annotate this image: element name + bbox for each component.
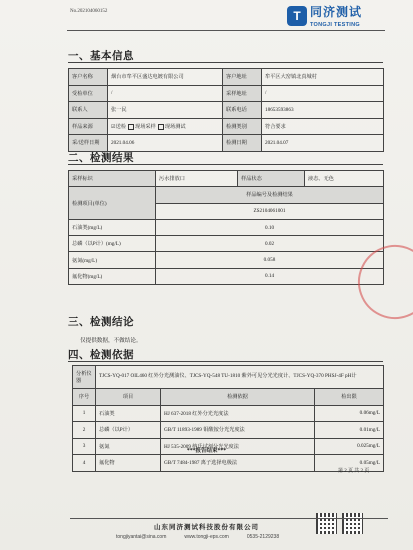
column-header: 检出限 <box>315 389 384 406</box>
result-value: 0.10 <box>156 219 384 235</box>
section-basic-info-title: 一、基本信息 <box>68 50 134 62</box>
label-test-item: 检测项目(单位) <box>69 187 156 220</box>
section-rule <box>68 361 383 362</box>
detection-limit: 0.01mg/L <box>315 422 384 439</box>
label-client: 客户名称 <box>69 69 108 86</box>
footer-contact <box>116 534 297 540</box>
result-value: 0.14 <box>156 268 384 284</box>
footer-email: tongjiyantai@sina.com <box>116 534 167 540</box>
client-address: 牟平区大窑镇北真城村 <box>262 69 384 86</box>
basic-info-table <box>68 68 384 152</box>
test-category: 符合要求 <box>262 118 384 135</box>
sample-source <box>108 118 223 135</box>
label-address: 客户地址 <box>223 69 262 86</box>
footer-phone: 0535-2129238 <box>246 534 280 540</box>
label-category: 检测类别 <box>223 118 262 135</box>
table-row <box>69 236 384 252</box>
row-index: 4 <box>73 455 96 472</box>
table-row <box>69 268 384 284</box>
label-source: 样品来源 <box>69 118 108 135</box>
table-row <box>73 455 384 472</box>
test-date: 2021.04.07 <box>262 135 384 152</box>
detection-limit: 0.025mg/L <box>315 438 384 455</box>
logo-mark-icon: T <box>287 6 307 26</box>
label-sample-date: 采/送样日期 <box>69 135 108 152</box>
checked-box-icon: ☑ <box>111 123 116 130</box>
report-end-marker: ***报告结束*** <box>186 448 227 454</box>
section-rule <box>68 164 383 165</box>
contact-phone: 18653593863 <box>262 102 384 119</box>
method-standard: HJ 637-2018 红外分光光度法 <box>161 405 315 422</box>
result-value: 0.058 <box>156 252 384 268</box>
checkbox-icon <box>158 124 164 130</box>
label-contact: 联系人 <box>69 102 108 119</box>
section-basis-title: 四、检测依据 <box>68 349 134 361</box>
section-results-title: 二、检测结果 <box>68 152 134 164</box>
instrument-list: TJCS-YQ-017 OIL460 红外分光测油仪、TJCS-YQ-548 TU-1810 紫外可见分光光度计、TJCS-YQ-370 PHSJ-4F pH计 <box>96 366 384 389</box>
item-name: 氨氮 <box>96 438 161 455</box>
contact-person: 张一民 <box>108 102 223 119</box>
footer-website: www.tongji-eps.com <box>184 534 229 540</box>
result-item: 氨氮(mg/L) <box>69 252 156 268</box>
method-standard: GB/T 11893-1989 钼酸铵分光光度法 <box>161 422 315 439</box>
checkbox-icon <box>128 124 134 130</box>
result-value: 0.02 <box>156 236 384 252</box>
section-conclusion-title: 三、检测结论 <box>68 316 134 328</box>
sampling-address: / <box>262 85 384 102</box>
conclusion-text: 仅提供数据，不做结论。 <box>80 338 142 344</box>
label-instrument: 分析仪器 <box>73 366 96 389</box>
item-name: 总磷（以P计） <box>96 422 161 439</box>
sample-date: 2021.04.06 <box>108 135 223 152</box>
result-code-header: 样品编号及检测结果 <box>156 187 384 203</box>
source-option-3: 现场测试 <box>164 123 186 130</box>
basis-table <box>72 365 384 472</box>
client-name: 烟台市牟平区盛达电镀有限公司 <box>108 69 223 86</box>
label-sample-id: 采样标识 <box>69 171 156 187</box>
logo-chinese: 同济测试 <box>310 5 363 19</box>
method-standard: GB/T 7484-1987 离子选择电极法 <box>161 455 315 472</box>
item-name: 石油类 <box>96 405 161 422</box>
label-test-date: 检测日期 <box>223 135 262 152</box>
source-option-2: 现场采样 <box>135 123 156 130</box>
header-divider <box>67 30 385 31</box>
column-header: 检测依据 <box>161 389 315 406</box>
detection-limit: 0.06mg/L <box>315 405 384 422</box>
row-index: 3 <box>73 438 96 455</box>
label-inspected: 受检单位 <box>69 85 108 102</box>
label-sample-state: 样品状态 <box>238 171 305 187</box>
label-sampling-address: 采样地址 <box>223 85 262 102</box>
sample-state: 液态、无色 <box>305 171 384 187</box>
footer-divider <box>70 518 388 519</box>
row-index: 1 <box>73 405 96 422</box>
table-row <box>69 219 384 235</box>
report-number: No.202104060152 <box>70 9 108 14</box>
logo-english: TONGJI TESTING <box>310 22 360 28</box>
section-rule <box>68 62 383 63</box>
table-row <box>73 422 384 439</box>
row-index: 2 <box>73 422 96 439</box>
footer-company: 山东同济测试科技股份有限公司 <box>154 523 259 531</box>
column-header: 项目 <box>96 389 161 406</box>
inspected-unit: / <box>108 85 223 102</box>
item-name: 氟化物 <box>96 455 161 472</box>
company-logo <box>287 3 362 28</box>
sample-code: ZS2104061001 <box>156 203 384 219</box>
source-option-1: 送检 <box>115 123 127 130</box>
sample-id: 污水排放口 <box>156 171 238 187</box>
result-item: 石油类(mg/L) <box>69 219 156 235</box>
column-header: 序号 <box>73 389 96 406</box>
results-table <box>68 170 384 285</box>
method-standard: HJ 535-2009 纳氏试剂分光光度法 <box>161 438 315 455</box>
result-item: 总磷（以P计）(mg/L) <box>69 236 156 252</box>
detection-limit: 0.05mg/L <box>315 455 384 472</box>
table-row <box>73 405 384 422</box>
label-phone: 联系电话 <box>223 102 262 119</box>
result-item: 氟化物(mg/L) <box>69 268 156 284</box>
page-number: 第 2 页 共 2 页 <box>338 469 370 474</box>
table-row <box>69 252 384 268</box>
